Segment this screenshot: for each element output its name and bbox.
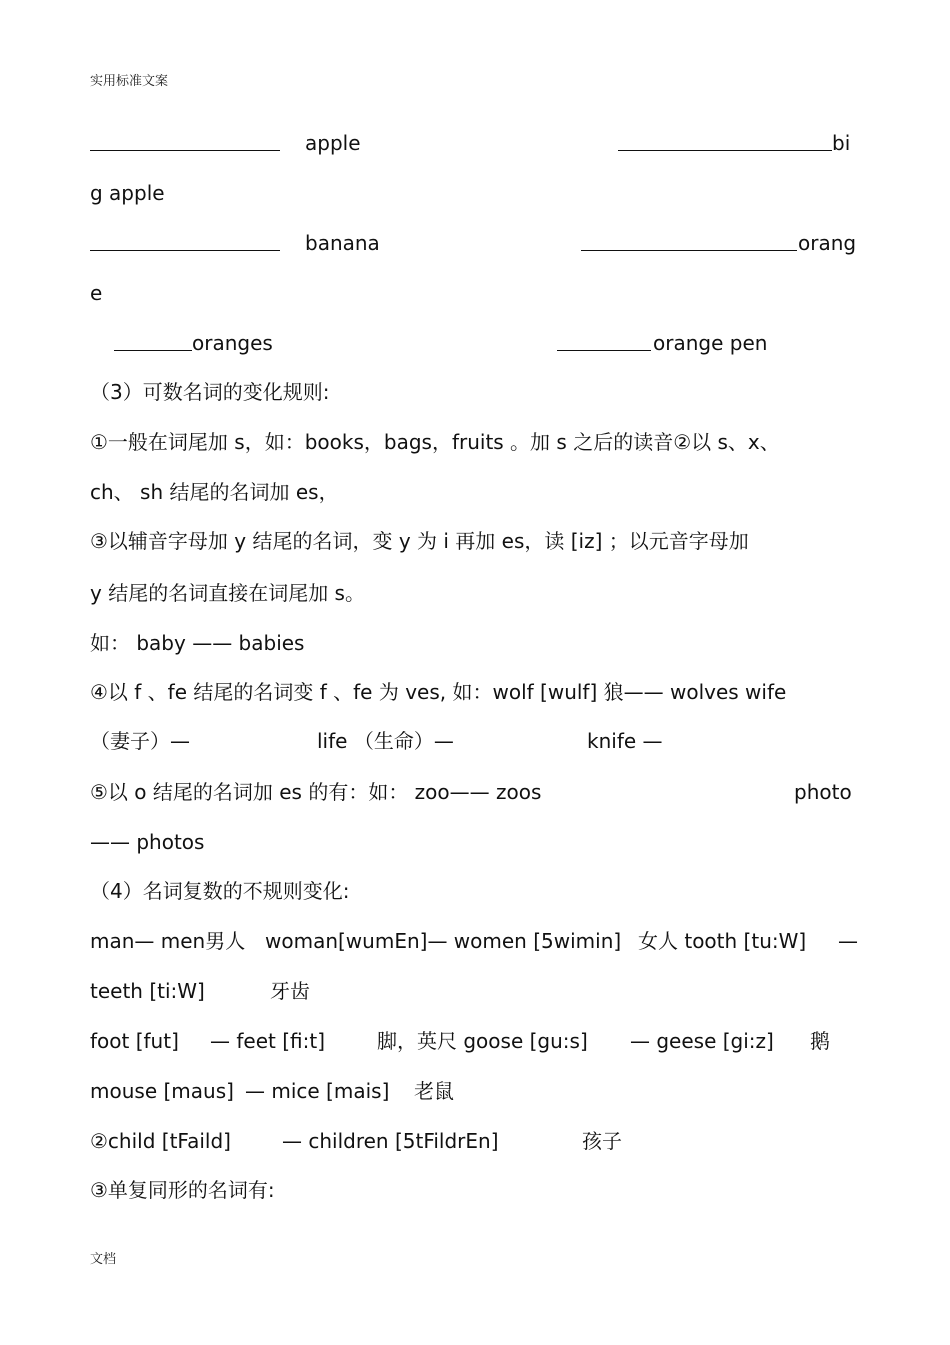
answer-blank[interactable]: [618, 150, 832, 151]
text-line: [90, 526, 860, 556]
text-line: [90, 926, 860, 956]
text-line: [90, 427, 860, 457]
text-line: [90, 1026, 860, 1056]
word-orang: orang: [798, 231, 857, 255]
text-line: [90, 677, 860, 707]
word-pair: 牙齿: [270, 979, 310, 1003]
word-pair: 孩子: [582, 1129, 622, 1153]
answer-blank[interactable]: [581, 250, 797, 251]
word-pair: 老鼠: [414, 1079, 454, 1103]
word-orange-pen: orange pen: [653, 331, 768, 355]
word-pair: woman[wumEn]— women [5wimin]: [265, 929, 622, 953]
blank-row-banana: [90, 228, 860, 258]
word-pair: ②child [tFaild]: [90, 1129, 231, 1153]
word-pair: — children [5tFildrEn]: [282, 1129, 499, 1153]
blank-row-apple: [90, 128, 860, 158]
text-line: [90, 726, 860, 756]
rule-text: ch、 sh 结尾的名词加 es，: [90, 480, 339, 504]
word-oranges: oranges: [192, 331, 273, 355]
text-line: [90, 827, 860, 857]
word-pair: — feet [fi:t]: [210, 1029, 325, 1053]
text-line: [90, 628, 860, 658]
answer-blank[interactable]: [90, 250, 280, 251]
word-pair: 女人 tooth [tu:W]: [638, 929, 807, 953]
example-text: 如： baby —— babies: [90, 631, 305, 655]
word-e: e: [90, 281, 103, 305]
text-line: [90, 1126, 860, 1156]
text-line: [90, 278, 860, 308]
section-4-title: [90, 876, 860, 906]
rule-text: ⑤以 o 结尾的名词加 es 的有：如： zoo—— zoos: [90, 780, 542, 804]
word-pair: — mice [mais]: [245, 1079, 390, 1103]
answer-blank[interactable]: [114, 350, 192, 351]
word-pair: 脚，英尺 goose [gu:s]: [377, 1029, 588, 1053]
section-title: （4）名词复数的不规则变化:: [90, 879, 350, 903]
text-line: [90, 976, 860, 1006]
text-line: [90, 477, 860, 507]
section-title: （3）可数名词的变化规则:: [90, 380, 330, 404]
rule-text: （妻子）—: [90, 729, 190, 753]
word-pair: 鹅: [810, 1029, 830, 1053]
rule-text: y 结尾的名词直接在词尾加 s。: [90, 581, 365, 605]
rule-text: ③以辅音字母加 y 结尾的名词，变 y 为 i 再加 es，读 [iz] ；以元音字母加: [90, 529, 749, 553]
word-banana: banana: [305, 231, 380, 255]
section-3-title: [90, 377, 860, 407]
word-pair: foot [fut]: [90, 1029, 179, 1053]
blank-row-oranges: [90, 328, 860, 358]
word-pair: man— men男人: [90, 929, 246, 953]
answer-blank[interactable]: [557, 350, 651, 351]
rule-text: ④以 f 、fe 结尾的名词变 f 、fe 为 ves, 如：wolf [wulf] 狼—— wolves wife: [90, 680, 787, 704]
text-line: [90, 777, 860, 807]
page-header: 实用标准文案: [90, 74, 169, 89]
word-pair: — geese [gi:z]: [630, 1029, 774, 1053]
text-line: [90, 1076, 860, 1106]
word-bi: bi: [832, 131, 851, 155]
rule-text: ①一般在词尾加 s，如：books，bags，fruits 。加 s 之后的读音②以 s、x、: [90, 430, 780, 454]
rule-text: ③单复同形的名词有:: [90, 1178, 275, 1202]
word-pair: teeth [ti:W]: [90, 979, 205, 1003]
text-line: [90, 1175, 860, 1205]
text-line: [90, 578, 860, 608]
rule-text: photo: [794, 780, 852, 804]
word-pair: mouse [maus]: [90, 1079, 234, 1103]
dash: —: [838, 929, 858, 953]
text-line: [90, 178, 860, 208]
answer-blank[interactable]: [90, 150, 280, 151]
page-footer: 文档: [90, 1252, 117, 1267]
rule-text: knife —: [587, 729, 663, 753]
word-apple: apple: [305, 131, 361, 155]
rule-text: life （生命）—: [317, 729, 454, 753]
rule-text: —— photos: [90, 830, 205, 854]
word-g-apple: g apple: [90, 181, 165, 205]
